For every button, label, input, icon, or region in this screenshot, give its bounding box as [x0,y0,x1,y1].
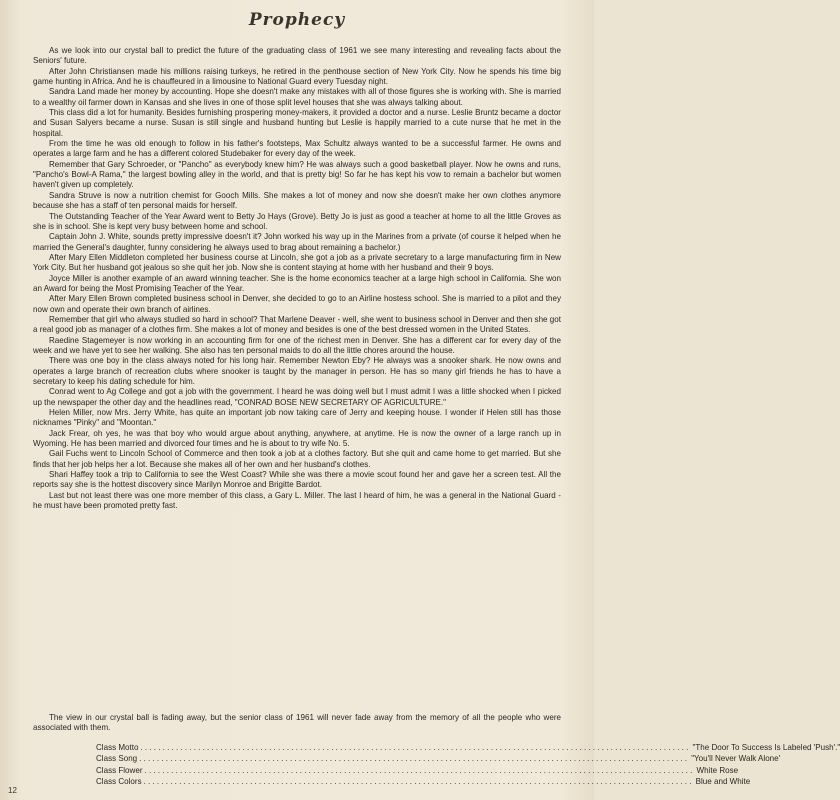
paragraph: Captain John J. White, sounds pretty impressive doesn't it? John worked his way up in the Marines from a private (of course it helped when he married the General's daughter, funny considering he always used to brag about remaining a bachelor.) [33,232,561,252]
dot-leader: ............................................................................................................................ [139,754,690,764]
paragraph: Last but not least there was one more member of this class, a Gary L. Miller. The last I heard of him, he was a general in the National Guard - he must have been promoted pretty fast. [33,490,561,511]
paragraph: Helen Miller, now Mrs. Jerry White, has quite an important job now taking care of Jerry and keeping house. I wonder if Helen still has those nicknames "Pinky" and "Moontan." [33,408,561,428]
paragraph: Sandra Land made her money by accounting. Hope she doesn't make any mistakes with all of those figures she is working with. She is married to a wealthy oil farmer down in Kansas and she lives in one of those split level houses that she was always talking about. [33,87,561,107]
paragraph: The Outstanding Teacher of the Year Award went to Betty Jo Hays (Grove). Betty Jo is just as good a teacher at home to all the little Groves as she is in school. She is kept very busy between home and school. [33,211,561,231]
class-fact-value: "You'll Never Walk Alone' [691,754,781,764]
paragraph: Jack Frear, oh yes, he was that boy who would argue about anything, anywhere, at anytime. He is now the owner of a large ranch up in Wyoming. He has been married and divorced four times and he is about to try wife No. 5. [33,428,561,449]
class-fact-value: White Rose [696,765,739,775]
class-fact-row-motto [96,742,840,753]
paragraph: Gail Fuchs went to Lincoln School of Commerce and then took a job at a clothes factory. But she quit and came home to get married. But she finds that her job helps her a lot. Because she makes all of her own and her husband's clothes. [33,449,561,469]
dot-leader: ............................................................................................................................ [140,743,691,752]
class-fact-label: Class Song [96,754,138,764]
dot-leader: ............................................................................................................................ [144,765,695,775]
paragraph: There was one boy in the class always noted for his long hair. Remember Newton Eby? He always was a snooker shark. He now owns and operates a large branch of recreation clubs where snooker is taught by the manager in person. He has so many girl friends he has to have a secretary to keep his dating schedule for him. [33,356,561,386]
class-fact-label: Class Colors [96,776,142,786]
paragraph: After John Christiansen made his millions raising turkeys, he retired in the penthouse section of New York City. Now he spends his time big game hunting in Africa. And he is chauffeured in a limousine to National Guard every Tuesday night. [33,66,561,87]
paragraph: Joyce Miller is another example of an award winning teacher. She is the home economics teacher at a large high school in California. She won an Award for being the Most Promising Teacher of the Year. [33,273,561,293]
class-fact-value: Blue and White [695,776,751,786]
paragraph: Raedine Stagemeyer is now working in an accounting firm for one of the richest men in Denver. She has a different car for every day of the week and we have yet to see her walking. She also has ten personal maids to do all the little chores around the house. [33,335,561,355]
page-number: 12 [8,786,17,795]
paragraph: Shari Haffey took a trip to California to see the West Coast? While she was there a movie scout found her and gave her a screen test. All the reports say she is the hottest discovery since Marilyn Monroe and Brigitte Bardot. [33,470,561,490]
paragraph: This class did a lot for humanity. Besides furnishing prospering money-makers, it provided a doctor and a nurse. Leslie Bruntz became a doctor and Susan Salyers became a nurse. Susan is still single and husband hunting but Leslie is happily married to a cute nurse that he met in the hospital. [33,108,561,138]
class-fact-label: Class Motto [96,743,139,752]
page-title: Prophecy [248,10,346,30]
class-fact-row-flower [96,765,739,776]
prophecy-body [33,46,561,511]
paragraph: After Mary Ellen Middleton completed her business course at Lincoln, she got a job as a private secretary to a large manufacturing firm in New York City. But her husband got jealous so she quit her job. Now she is content staying at home with her husband and their 9 boys. [33,252,561,273]
closing-paragraph-block [33,713,561,734]
class-facts-list [96,742,840,787]
paragraph: Remember that girl who always studied so hard in school? That Marlene Deaver - well, she went to business school in Denver and then she got a real good job as manager of a clothes firm. She makes a lot of money and besides is one of the best dressed women in the United States. [33,314,561,335]
paragraph-intro: As we look into our crystal ball to predict the future of the graduating class of 1961 we see many interesting and revealing facts about the Seniors' future. [33,46,561,66]
paragraph: Remember that Gary Schroeder, or "Pancho" as everybody knew him? He was always such a good basketball player. Now he owns and runs, "Pancho's Bowl-A Rama," the largest bowling alley in the world, and that is pretty big! So far he has kept his vow to remain a bachelor but women haven't given up completely. [33,159,561,190]
class-fact-label: Class Flower [96,765,143,775]
class-fact-value: "The Door To Success Is Labeled 'Push'." [692,743,840,752]
paragraph: Sandra Struve is now a nutrition chemist for Gooch Mills. She makes a lot of money and now she doesn't make her own clothes anymore because she has a staff of ten personal maids for herself. [33,190,561,211]
class-fact-row-song [96,753,781,764]
class-fact-row-colors [96,776,751,787]
paragraph: From the time he was old enough to follow in his father's footsteps, Max Schultz always wanted to be a successful farmer. He owns and operates a large farm and he has a different colored Studebaker for every day of the week. [33,139,561,159]
closing-paragraph: The view in our crystal ball is fading away, but the senior class of 1961 will never fade away from the memory of all the people who were associated with them. [33,713,561,733]
paragraph: Conrad went to Ag College and got a job with the government. I heard he was doing well but I must admit I was a little shocked when I picked up the newspaper the other day and the headlines read, "CONRAD BOSE NEW SECRETARY OF AGRICULTURE." [33,387,561,407]
paragraph: After Mary Ellen Brown completed business school in Denver, she decided to go to an Airline hostess school. She is married to a pilot and they now own and operate their own branch of airlines. [33,294,561,314]
dot-leader: ............................................................................................................................ [143,776,694,786]
